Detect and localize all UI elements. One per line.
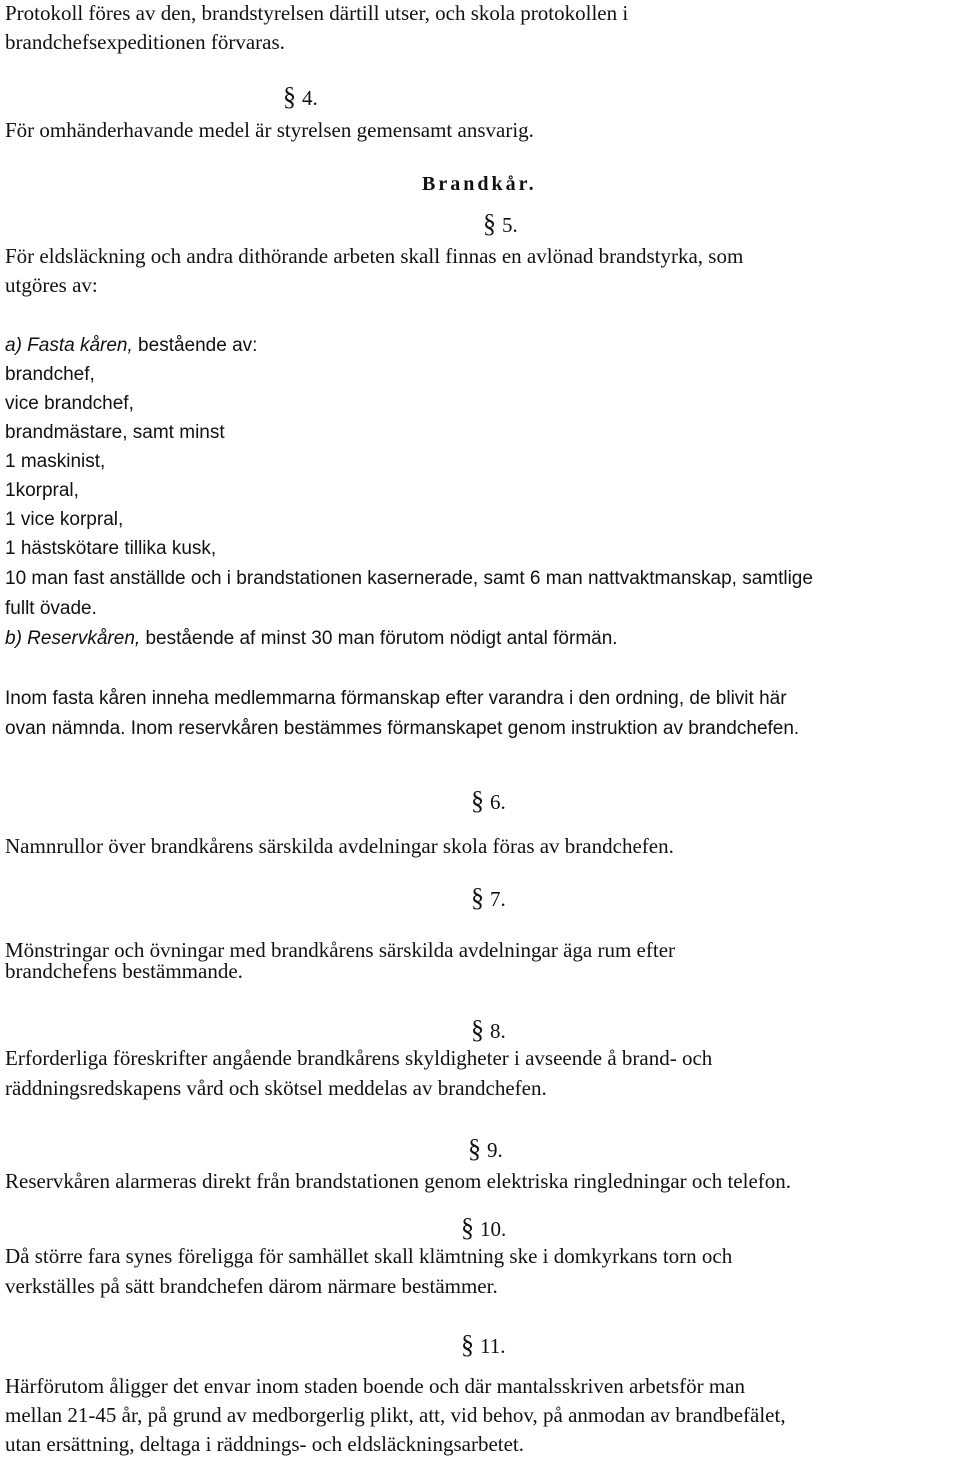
section-7-heading [471, 885, 506, 912]
section-11-text-3: utan ersättning, deltaga i räddnings- och eldsläckningsarbetet. [5, 1432, 525, 1456]
section-8-text-2: räddningsredskapens vård och skötsel meddelas av brandchefen. [5, 1076, 547, 1100]
section-8-text-1: Erforderliga föreskrifter angående brandkårens skyldigheter i avseende å brand- och [5, 1046, 713, 1070]
section-6-heading [471, 788, 506, 815]
section-number: 8. [490, 1019, 506, 1043]
section-5-text-1: För eldsläckning och andra dithörande arbeten skall finnas en avlönad brandstyrka, som [5, 244, 744, 268]
section-number: 6. [490, 790, 506, 814]
section-number: 10. [480, 1217, 507, 1241]
section-7-text-2: brandchefens bestämmande. [5, 959, 243, 983]
section-6-text: Namnrullor över brandkårens särskilda avdelningar skola föras av brandchefen. [5, 834, 674, 858]
section-10-text-2: verkställes på sätt brandchefen därom närmare bestämmer. [5, 1274, 498, 1298]
roster-item: 1 vice korpral, [5, 509, 124, 530]
section-mark: § [483, 209, 496, 238]
section-mark: § [471, 883, 484, 912]
section-number: 4. [302, 86, 318, 110]
fixed-men-line-2: fullt övade. [5, 598, 97, 619]
section-11-text-2: mellan 21-45 år, på grund av medborgerlig plikt, att, vid behov, på anmodan av brandbefälet, [5, 1403, 786, 1427]
roster-item: brandmästare, samt minst [5, 422, 225, 443]
fixed-corps-line [5, 333, 257, 359]
rank-line-1: Inom fasta kåren inneha medlemmarna förmanskap efter varandra i den ordning, de blivit här [5, 688, 787, 709]
section-5-text-2: utgöres av: [5, 273, 98, 297]
fixed-corps-rest: bestående av: [132, 335, 258, 356]
section-10-heading [461, 1215, 506, 1242]
roster-item: 1korpral, [5, 480, 79, 501]
section-number: 5. [502, 213, 518, 237]
section-10-text-1: Då större fara synes föreligga för samhället skall klämtning ske i domkyrkans torn och [5, 1244, 733, 1268]
intro-line-1: Protokoll föres av den, brandstyrelsen därtill utser, och skola protokollen i [5, 1, 629, 25]
rank-line-2: ovan nämnda. Inom reservkåren bestämmes förmanskapet genom instruktion av brandchefen. [5, 718, 800, 739]
section-mark: § [471, 786, 484, 815]
fixed-corps-label: a) Fasta kåren, [5, 335, 133, 356]
reserve-corps-label: b) Reservkåren, [5, 628, 141, 649]
section-5-heading [483, 211, 518, 238]
fixed-men-line-1: 10 man fast anställde och i brandstationen kasernerade, samt 6 man nattvaktmanskap, samtlige [5, 568, 813, 589]
roster-item: brandchef, [5, 364, 95, 385]
section-mark: § [461, 1213, 474, 1242]
chapter-heading: Brandkår. [422, 173, 537, 195]
roster-item: vice brandchef, [5, 393, 134, 414]
section-number: 9. [487, 1138, 503, 1162]
section-7-text-1: Mönstringar och övningar med brandkårens särskilda avdelningar äga rum efter [5, 938, 676, 962]
section-mark: § [461, 1330, 474, 1359]
section-number: 11. [480, 1334, 506, 1358]
section-mark: § [283, 82, 296, 111]
section-number: 7. [490, 887, 506, 911]
section-mark: § [471, 1015, 484, 1044]
section-8-heading [471, 1017, 506, 1044]
intro-line-2: brandchefsexpeditionen förvaras. [5, 30, 285, 54]
reserve-corps-rest: bestående af minst 30 man förutom nödigt antal förmän. [140, 628, 618, 649]
section-mark: § [468, 1134, 481, 1163]
roster-item: 1 hästskötare tillika kusk, [5, 538, 217, 559]
section-11-heading [461, 1332, 505, 1359]
reserve-corps-line [5, 626, 618, 652]
section-9-text: Reservkåren alarmeras direkt från brandstationen genom elektriska ringledningar och telefon. [5, 1169, 792, 1193]
roster-item: 1 maskinist, [5, 451, 106, 472]
section-9-heading [468, 1136, 503, 1163]
section-11-text-1: Härförutom åligger det envar inom staden boende och där mantalsskriven arbetsför man [5, 1374, 745, 1398]
section-4-text: För omhänderhavande medel är styrelsen gemensamt ansvarig. [5, 118, 534, 142]
section-4-heading [283, 84, 318, 111]
